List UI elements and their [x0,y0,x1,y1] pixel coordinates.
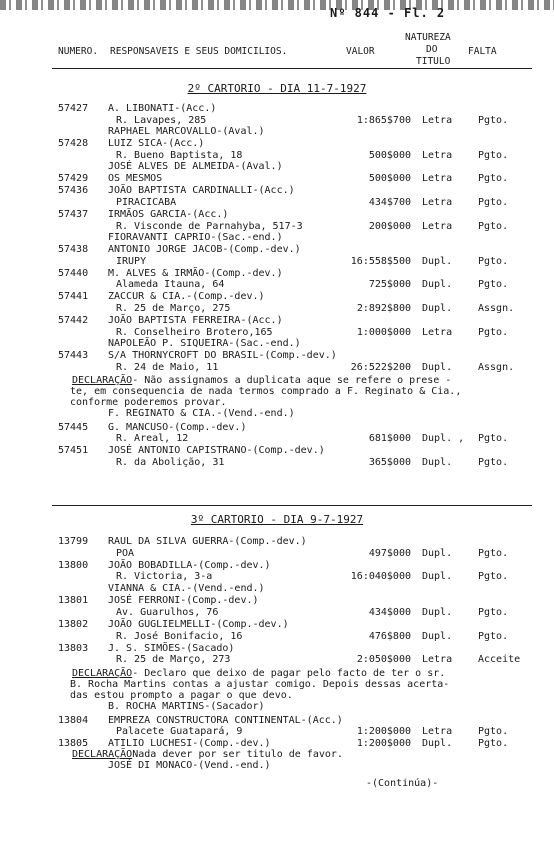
entry-line [0,726,554,738]
entry-falta: Pgto. [478,149,509,161]
entry-party: RAPHAEL MARCOVALLO-(Aval.) [108,126,265,138]
entry-name: RAUL DA SILVA GUERRA-(Comp.-dev.) [108,536,307,547]
entry-valor: 434$700 [368,197,411,208]
entry-name: JOÃO BAPTISTA CARDINALLI-(Acc.) [108,185,295,197]
entry-row [0,209,554,221]
entry-line [0,457,554,469]
entry-natureza: Dupl. [422,606,453,618]
entry-natureza: Dupl. [422,303,453,314]
entry-number: 57443 [58,350,89,362]
entry-number: 13804 [58,714,89,726]
header-natureza-3: TITULO [416,56,451,67]
entry-party: JOSÉ ALVES DE ALMEIDA-(Aval.) [108,161,283,173]
entry-name: S/A THORNYCROFT DO BRASIL-(Comp.-dev.) [108,350,337,362]
entry-party: VIANNA & CIA.-(Vend.-end.) [108,583,265,594]
entry-address: POA [116,547,135,559]
entry-name: JOSÉ ANTONIO CAPISTRANO-(Comp.-dev.) [108,445,325,457]
entry-number: 13800 [58,559,89,571]
entry-number: 13799 [58,536,89,547]
entry-row [0,173,554,185]
entry-falta: Pgto. [478,571,509,583]
entry-address: R. 25 de Março, 275 [116,303,231,314]
entry-falta: Pgto. [478,173,509,185]
section-rule [52,505,532,506]
entry-valor: 200$000 [368,220,411,232]
entry-row [0,643,554,655]
entry-name: JOÃO BAPTISTA FERREIRA-(Acc.) [108,315,283,326]
declaracao-3 [72,749,542,771]
entry-row [0,536,554,548]
entry-line [0,327,554,339]
entry-name: ATILIO LUCHESI-(Comp.-dev.) [108,738,271,750]
declaracao-line: das estou prompto a pagar o que devo. [70,689,293,701]
declaracao-line: te, em consequencia de nada termos comprado a F. Reginato & Cia., [70,385,462,397]
entry-number: 57436 [58,185,89,197]
entry-address: Alameda Itauna, 64 [116,279,225,291]
entry-address: R. Lavapes, 285 [116,114,207,126]
entry-address: R. Conselheiro Brotero,165 [116,326,273,338]
entry-name: IRMÃOS GARCIA-(Acc.) [108,209,229,220]
entry-valor: 1:000$000 [356,326,411,338]
entry-number: 57441 [58,291,89,303]
entry-number: 13802 [58,619,89,630]
entry-address: R. 25 de Março, 273 [116,654,231,666]
entry-valor: 26:522$200 [350,361,411,373]
entry-address: R. 24 de Maio, 11 [116,361,219,373]
header-valor: VALOR [346,46,375,57]
entry-line [0,221,554,233]
entry-line [0,607,554,619]
declaracao-line: DECLARAÇÃO- Não assignamos a duplicata aque se refere o prese - [72,374,452,386]
entry-row [0,244,554,256]
entry-number: 57428 [58,138,89,150]
entry-number: 57451 [58,445,89,457]
entry-natureza: Dupl. [422,547,453,559]
declaracao-line: conforme poderemos provar. [70,396,227,408]
entry-line [0,197,554,209]
entry-number: 57438 [58,244,89,256]
declaracao-line: B. Rocha Martins contas a ajustar comigo. Depois dessas acerta- [70,678,450,690]
entry-valor: 1:200$000 [356,738,411,750]
entry-natureza: Dupl. [422,630,453,642]
entry-name: A. LIBONATI-(Acc.) [108,103,217,114]
entry-natureza: Letra [422,220,453,232]
entry-falta: Pgto. [478,738,509,750]
entry-falta: Pgto. [478,326,509,338]
entry-address: R. da Abolição, 31 [116,457,225,468]
entry-line [0,571,554,583]
entry-valor: 2:892$800 [356,303,411,314]
entry-natureza: Dupl. [422,571,453,583]
section-title: 2º CARTORIO - DIA 11-7-1927 [187,82,367,95]
entry-row [0,138,554,150]
entry-party: FIORAVANTI CAPRIO-(Sac.-end.) [108,232,283,244]
entry-natureza: Letra [422,726,453,738]
entry-line [0,256,554,268]
entry-falta: Pgto. [478,726,509,738]
entry-row [0,291,554,303]
entry-natureza: Dupl. [422,457,453,468]
entry-valor: 497$000 [368,547,411,559]
declaracao-signer: F. REGINATO & CIA.-(Vend.-end.) [108,407,295,419]
entry-number: 13805 [58,738,89,750]
entry-number: 57442 [58,315,89,326]
entry-line [0,548,554,560]
entry-line [0,232,554,244]
entry-row [0,315,554,327]
entry-valor: 500$000 [368,149,411,161]
entry-line [0,631,554,643]
declaracao-label: DECLARAÇÃO [72,374,133,386]
entry-name: J. S. SIMÕES-(Sacado) [108,642,235,654]
entry-natureza: Dupl. [422,738,453,750]
entry-falta: Acceite [478,654,521,666]
sheet-number: Nº 844 - Fl. 2 [330,6,446,20]
entry-name: G. MANCUSO-(Comp.-dev.) [108,421,247,433]
header-natureza-2: DO [426,44,438,55]
entry-valor: 1:865$700 [356,114,411,126]
entry-falta: Pgto. [478,457,509,468]
entry-row [0,268,554,280]
entry-line [0,279,554,291]
entry-address: R. Areal, 12 [116,433,189,445]
declaracao-signer: B. ROCHA MARTINS-(Sacador) [108,700,265,712]
entry-name: LUIZ SICA-(Acc.) [108,138,205,150]
header-responsaveis: RESPONSAVEIS E SEUS DOMICILIOS. [110,46,288,57]
entry-number: 57427 [58,103,89,114]
entry-falta: Pgto. [478,279,509,291]
entry-falta: Pgto. [478,220,509,232]
entry-row [0,445,554,457]
entry-natureza: Dupl. [422,255,453,267]
entry-valor: 2:050$000 [356,654,411,666]
entry-name: OS MESMOS [108,173,163,185]
entry-address: IRUPY [116,255,147,267]
entry-address: R. Victoria, 3-a [116,571,213,583]
entry-valor: 1:200$000 [356,726,411,738]
entry-address: R. Visconde de Parnahyba, 517-3 [116,220,303,232]
page-edge-noise [0,0,554,10]
entry-valor: 681$000 [368,433,411,445]
entry-valor: 365$000 [368,457,411,468]
entry-falta: Pgto. [478,547,509,559]
entry-line [0,654,554,666]
entry-falta: Pgto. [478,255,509,267]
entry-number: 13803 [58,642,89,654]
declaracao-line: DECLARAÇÃONada dever por ser titulo de favor. [72,749,343,761]
entry-natureza: Letra [422,654,453,666]
entry-number: 57440 [58,267,89,279]
entry-address: R. José Bonifacio, 16 [116,630,243,642]
header-numero: NUMERO. [58,46,99,57]
declaracao-label: DECLARAÇÃO [72,749,133,761]
entry-line [0,126,554,138]
entry-line [0,583,554,595]
declaracao-2 [72,668,542,712]
entry-falta: Pgto. [478,114,509,126]
entry-valor: 16:040$000 [350,571,411,583]
entry-natureza: Letra [422,326,453,338]
entry-name: ZACCUR & CIA.-(Comp.-dev.) [108,291,265,303]
entry-falta: Pgto. [478,433,509,445]
declaracao-1 [72,375,542,419]
entry-valor: 16:558$500 [350,255,411,267]
header-falta: FALTA [468,46,497,57]
entry-address: R. Bueno Baptista, 18 [116,149,243,161]
entry-valor: 434$000 [368,606,411,618]
column-header [58,32,528,68]
entry-natureza: Letra [422,149,453,161]
entry-number: 57429 [58,173,89,185]
declaracao-line: DECLARAÇÃO- Declaro que deixo de pagar pelo facto de ter o sr. [72,667,446,679]
entry-name: M. ALVES & IRMÃO-(Comp.-dev.) [108,267,283,279]
entry-row [0,422,554,434]
entry-natureza: Letra [422,114,453,126]
entry-natureza: Dupl. [422,361,453,373]
entry-name: ANTONIO JORGE JACOB-(Comp.-dev.) [108,244,301,256]
entry-line [0,362,554,374]
entry-falta: Pgto. [478,606,509,618]
entry-row [0,185,554,197]
entry-address: PIRACICABA [116,197,177,208]
entry-line [0,433,554,445]
entry-address: Palacete Guatapará, 9 [116,726,243,738]
entry-line [0,338,554,350]
declaracao-signer: JOSÉ DI MONACO-(Vend.-end.) [108,760,271,772]
entry-name: JOÃO BOBADILLA-(Comp.-dev.) [108,559,271,571]
entry-natureza: Dupl. , [422,433,465,445]
entry-address: Av. Guarulhos, 76 [116,606,219,618]
entry-falta: Assgn. [478,303,515,314]
entry-number: 57445 [58,421,89,433]
declaracao-label: DECLARAÇÃO [72,667,133,679]
entry-valor: 500$000 [368,173,411,185]
entry-row [0,715,554,727]
entry-line [0,150,554,162]
entry-falta: Pgto. [478,630,509,642]
entry-number: 57437 [58,209,89,220]
entry-line [0,303,554,315]
entry-name: EMPREZA CONSTRUCTORA CONTINENTAL-(Acc.) [108,714,343,726]
continua-label: -(Continúa)- [366,778,439,789]
entry-line [0,115,554,127]
entry-party: NAPOLEÃO P. SIQUEIRA-(Sac.-end.) [108,338,301,350]
entry-falta: Pgto. [478,197,509,208]
header-rule [52,68,532,69]
entry-number: 13801 [58,595,89,607]
entry-line [0,161,554,173]
entry-valor: 725$000 [368,279,411,291]
entry-valor: 476$800 [368,630,411,642]
entry-row [0,350,554,362]
entry-natureza: Letra [422,173,453,185]
entry-natureza: Dupl. [422,279,453,291]
entry-falta: Assgn. [478,361,515,373]
entry-row [0,103,554,115]
entry-row [0,560,554,572]
entry-row [0,595,554,607]
header-natureza-1: NATUREZA [405,32,451,43]
entry-name: JOÃO GUGLIELMELLI-(Comp.-dev.) [108,619,289,630]
entry-row [0,619,554,631]
section-title: 3º CARTORIO - DIA 9-7-1927 [190,513,364,526]
entry-name: JOSÉ FERRONI-(Comp.-dev.) [108,595,259,607]
entry-natureza: Letra [422,197,453,208]
